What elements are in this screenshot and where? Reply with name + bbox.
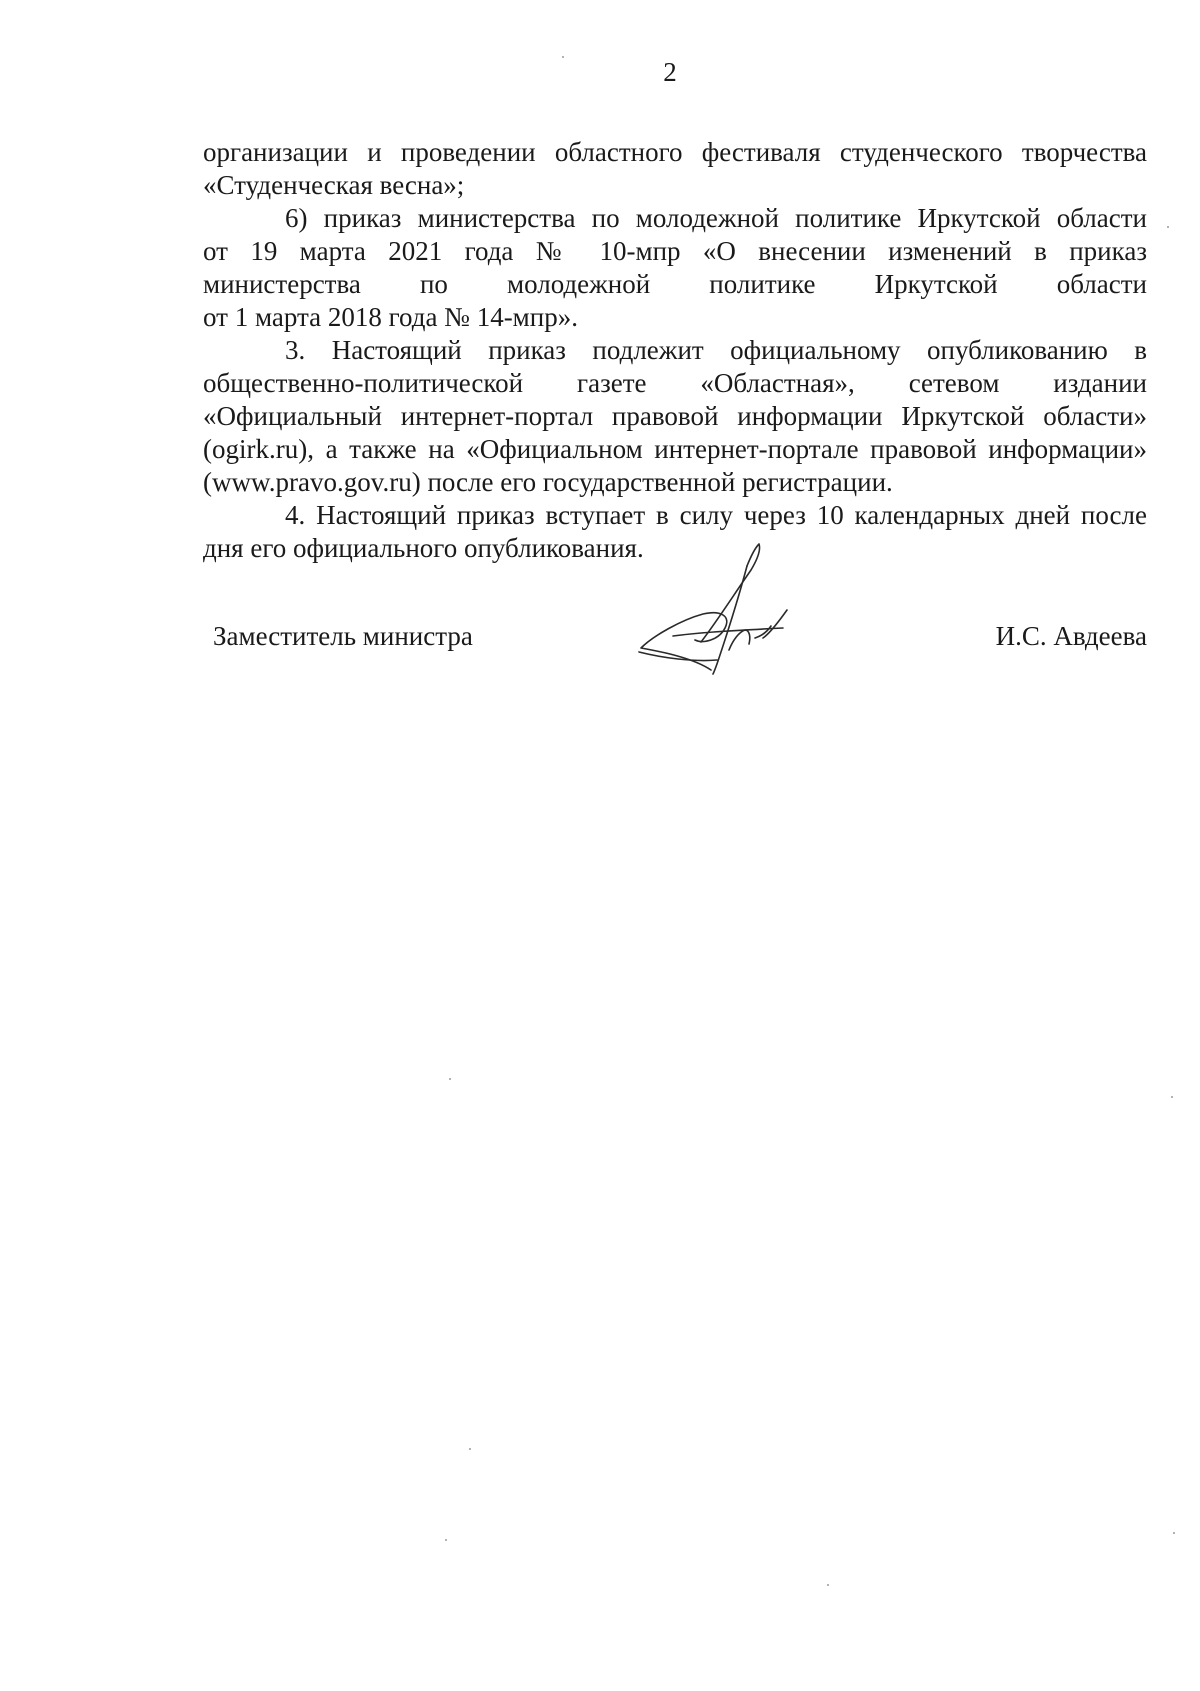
text-line: организации и проведении областного фестиваля студенческого творчества (203, 137, 1147, 167)
text-line: от 1 марта 2018 года № 14-мпр». (203, 302, 578, 332)
scan-speck (827, 1584, 829, 1586)
paragraph-item-6 (203, 202, 1147, 334)
text-line: (www.pravo.gov.ru) после его государственной регистрации. (203, 467, 893, 497)
text-line: от 19 марта 2021 года № 10-мпр «О внесении изменений в приказ (203, 236, 1147, 266)
handwritten-signature (633, 540, 813, 680)
signer-position: Заместитель министра (213, 621, 473, 651)
text-line: 6) приказ министерства по молодежной политике Иркутской области (285, 203, 1147, 233)
text-line: министерства по молодежной политике Иркутской области (203, 269, 1147, 299)
scan-speck (449, 1078, 451, 1080)
text-line: «Студенческая весна»; (203, 170, 465, 200)
text-line: дня его официального опубликования. (203, 533, 644, 563)
text-line: общественно-политической газете «Областная», сетевом издании (203, 368, 1147, 398)
document-body (203, 136, 1147, 565)
scan-speck (1167, 226, 1169, 228)
text-line: «Официальный интернет-портал правовой информации Иркутской области» (203, 401, 1147, 431)
paragraph-item-3-publication (203, 334, 1147, 499)
scan-speck (445, 1539, 447, 1541)
signer-name: И.С. Авдеева (995, 621, 1147, 651)
scan-speck (469, 1448, 471, 1450)
scan-speck (1173, 1532, 1175, 1534)
text-line: 3. Настоящий приказ подлежит официальному опубликованию в (285, 335, 1147, 365)
paragraph-festival-continuation (203, 136, 1147, 202)
signature-block (213, 620, 1147, 680)
text-line: (ogirk.ru), а также на «Официальном интернет-портале правовой информации» (203, 434, 1147, 464)
text-line: 4. Настоящий приказ вступает в силу через 10 календарных дней после (285, 500, 1147, 530)
page-number: 2 (663, 57, 677, 87)
scan-speck (1171, 1096, 1173, 1098)
scan-speck (562, 56, 564, 58)
